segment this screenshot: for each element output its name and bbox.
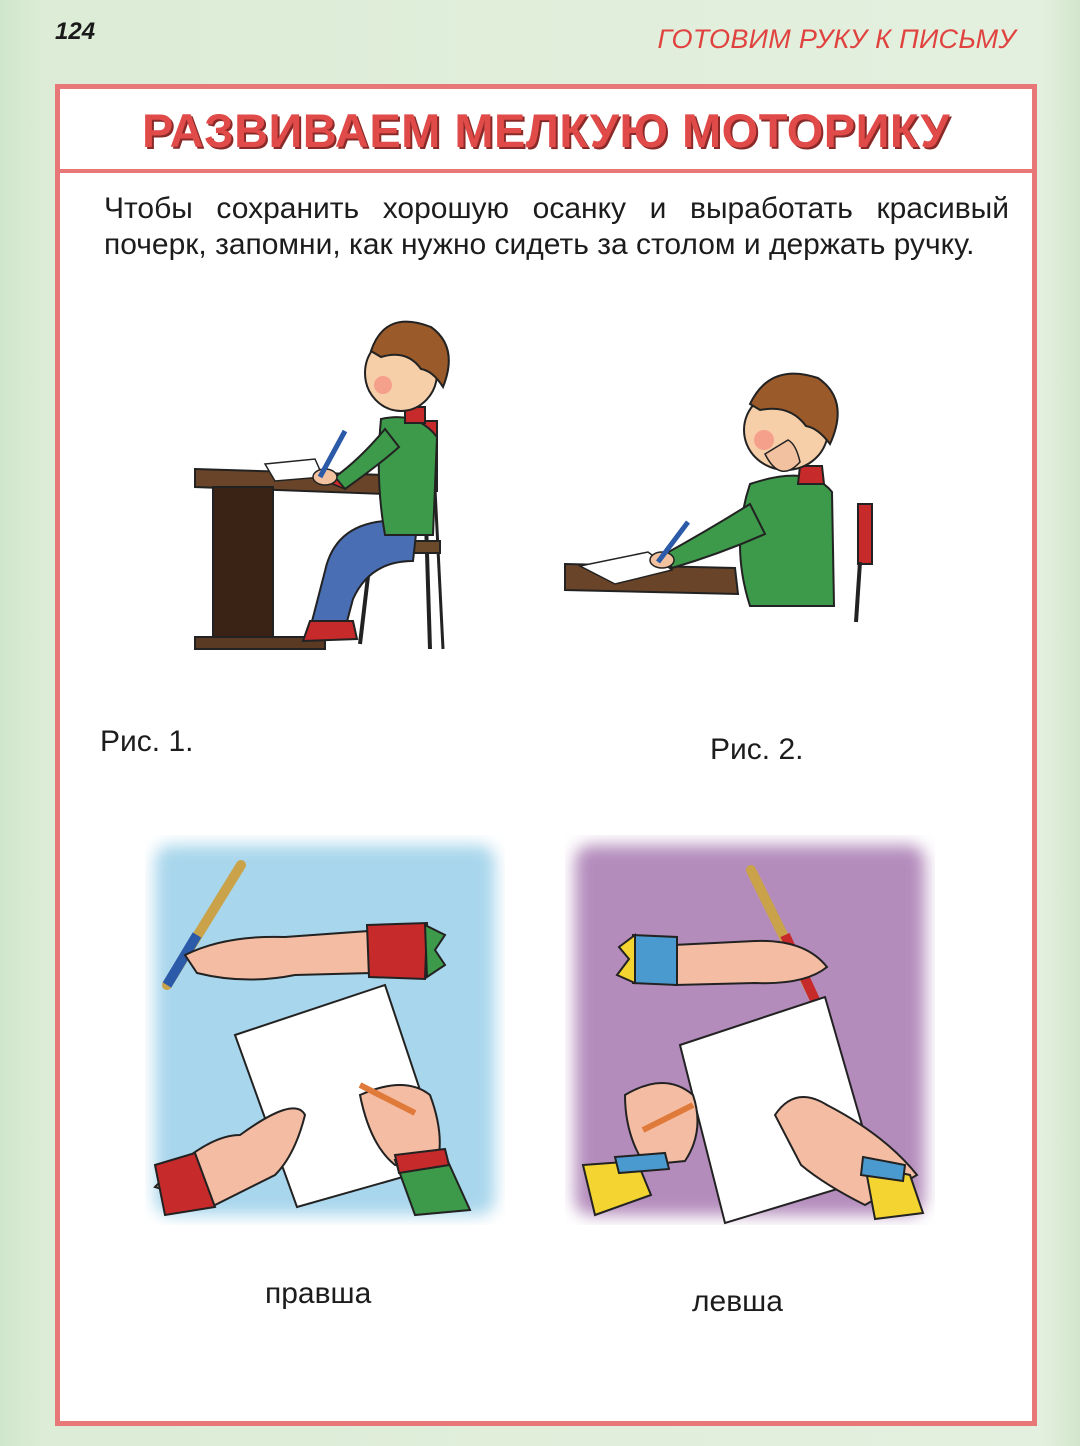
- left-handed-label: левша: [692, 1285, 783, 1318]
- figure-1-caption: Рис. 1.: [100, 725, 194, 758]
- right-handed-panel: [145, 835, 505, 1225]
- left-handed-panel: [565, 835, 935, 1225]
- figure-2-illustration: [560, 344, 895, 629]
- page-title: РАЗВИВАЕМ МЕЛКУЮ МОТОРИКУ: [141, 104, 951, 157]
- page-number: 124: [55, 18, 96, 45]
- running-head: ГОТОВИМ РУКУ К ПИСЬМУ: [657, 24, 1016, 54]
- figure-2-caption: Рис. 2.: [710, 733, 804, 766]
- right-handed-label: правша: [265, 1277, 372, 1310]
- intro-text: Чтобы сохранить хорошую осанку и выработать красивый почерк, запомни, как нужно сидеть за столом и держать ручку.: [104, 192, 1009, 261]
- chair-drawing: [856, 504, 872, 622]
- figure-1-illustration: [185, 299, 485, 669]
- content-frame: [55, 84, 1037, 1426]
- title-band: [60, 89, 1032, 173]
